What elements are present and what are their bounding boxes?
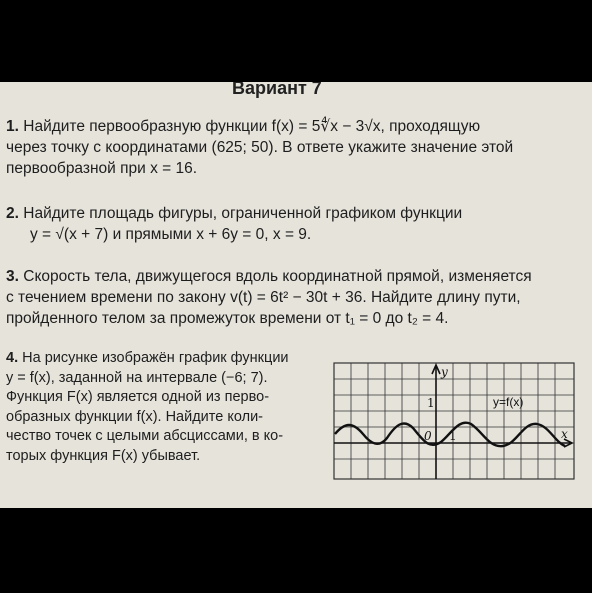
problem-3-line-1: 3. Скорость тела, движущегося вдоль координатной прямой, изменяется (6, 268, 532, 285)
problem-3 (6, 266, 578, 329)
problem-1 (6, 116, 578, 179)
problem-4-line-3: Функция F(x) является одной из перво- (6, 389, 270, 405)
variant-heading: Вариант 7 (232, 82, 322, 98)
grid (334, 363, 574, 479)
problem-2-line-1: 2. Найдите площадь фигуры, ограниченной графиком функции (6, 205, 463, 222)
problem-4-line-2: y = f(x), заданной на интервале (−6; 7). (6, 369, 268, 386)
x-axis-label: x (561, 427, 568, 441)
problem-4 (6, 349, 316, 466)
problem-1-line-1: 1. Найдите первообразную функции f(x) = 5∜x − 3√x, проходящую (6, 118, 481, 135)
problem-4-line-1: 4. На рисунке изображён график функции (6, 350, 289, 366)
unit-x-label: 1 (449, 429, 457, 443)
function-graph (333, 362, 575, 480)
curve-label: y=f(x) (493, 395, 524, 409)
y-axis-label: y (441, 365, 448, 379)
unit-y-label: 1 (427, 396, 435, 410)
problem-3-line-3: пройденного телом за промежуток времени от t₁ = 0 до t₂ = 4. (6, 310, 449, 327)
problem-2 (6, 203, 578, 245)
problem-4-line-4: образных функции f(x). Найдите коли- (6, 408, 263, 425)
problem-1-line-3: первообразной при x = 16. (6, 160, 198, 177)
problem-4-line-5: чество точек с целыми абсциссами, в ко- (6, 428, 284, 444)
problem-1-line-2: через точку с координатами (625; 50). В ответе укажите значение этой (6, 139, 514, 156)
problem-3-line-2: с течением времени по закону v(t) = 6t² − 30t + 36. Найдите длину пути, (6, 289, 521, 306)
problem-4-line-6: торых функция F(x) убывает. (6, 447, 201, 464)
textbook-page (0, 82, 592, 508)
problem-2-line-2: y = √(x + 7) и прямыми x + 6y = 0, x = 9. (30, 226, 312, 243)
origin-label: 0 (424, 429, 432, 443)
